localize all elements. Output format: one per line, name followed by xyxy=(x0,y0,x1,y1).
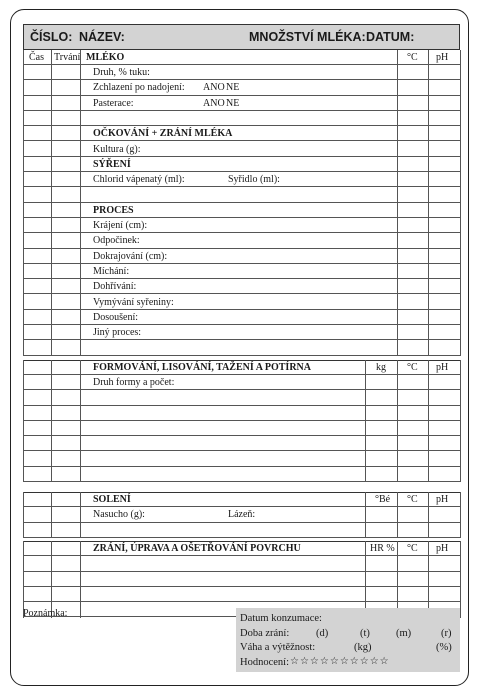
proces-item-label: Dokrajování (cm): xyxy=(93,250,168,262)
proces-item-label: Jiný proces: xyxy=(93,327,142,339)
cislo-label: ČÍSLO: xyxy=(30,30,73,44)
kultura-label: Kultura (g): xyxy=(93,143,141,155)
column-divider xyxy=(397,50,398,356)
proces-item-label: Dosoušení: xyxy=(93,311,138,323)
table-row xyxy=(23,375,460,390)
table-left-border xyxy=(23,360,24,482)
druh-tuku-label: Druh, % tuku: xyxy=(93,67,150,78)
table-row xyxy=(23,96,460,111)
zchlazeni-label: Zchlazení po nadojení: xyxy=(93,82,185,94)
ockovani-header-row xyxy=(23,126,460,141)
table-left-border xyxy=(23,50,24,356)
table-row xyxy=(23,467,460,482)
column-divider xyxy=(51,360,52,482)
proces-row xyxy=(23,264,460,279)
proces-title: PROCES xyxy=(93,204,134,216)
col-deg-label-2: °C xyxy=(407,361,418,373)
datum-konzumace-label: Datum konzumace: xyxy=(240,613,322,624)
vaha-label: Váha a výtěžnost: xyxy=(240,642,316,653)
column-divider xyxy=(51,50,52,356)
ockovani-title: OČKOVÁNÍ + ZRÁNÍ MLÉKA xyxy=(93,128,233,140)
nasucho-label: Nasucho (g): xyxy=(93,509,145,521)
zchlazeni-ano: ANO xyxy=(203,82,225,94)
druh-formy-label: Druh formy a počet: xyxy=(93,377,175,388)
zchlazeni-ne: NE xyxy=(226,82,240,94)
pasterace-ne: NE xyxy=(226,97,240,109)
table-right-border xyxy=(460,50,461,356)
sireni-header-row xyxy=(23,157,460,172)
column-divider xyxy=(397,360,398,482)
proces-item-label: Míchání: xyxy=(93,265,130,277)
table-right-border xyxy=(460,492,461,538)
column-divider xyxy=(80,50,81,356)
column-divider xyxy=(428,541,429,618)
column-divider xyxy=(80,360,81,482)
col-deg-label-4: °C xyxy=(407,543,418,554)
table-row xyxy=(23,523,460,538)
column-divider xyxy=(397,541,398,618)
unit-years: (r) xyxy=(441,628,452,639)
nazev-label: NÁZEV: xyxy=(79,30,125,44)
proces-row xyxy=(23,310,460,325)
table-row xyxy=(23,111,460,126)
col-ph-label-2: pH xyxy=(436,361,449,373)
col-ph-label-4: pH xyxy=(436,543,449,554)
table-row xyxy=(23,452,460,467)
proces-row xyxy=(23,279,460,294)
form-header xyxy=(23,24,460,50)
mnozstvi-mleka-label: MNOŽSTVÍ MLÉKA: xyxy=(249,30,366,44)
table-row xyxy=(23,421,460,436)
column-divider xyxy=(428,492,429,538)
column-divider xyxy=(365,360,366,482)
unit-days: (d) xyxy=(316,628,329,639)
col-be-label: °Bé xyxy=(375,494,391,506)
table-row xyxy=(23,587,460,602)
table-left-border xyxy=(23,492,24,538)
milk-title: MLÉKO xyxy=(86,52,125,63)
table-right-border xyxy=(460,360,461,482)
formovani-title: FORMOVÁNÍ, LISOVÁNÍ, TAŽENÍ A POTÍRNA xyxy=(93,361,311,373)
hodnoceni-label: Hodnocení: xyxy=(240,657,289,668)
zrani-title: ZRÁNÍ, ÚPRAVA A OŠETŘOVÁNÍ POVRCHU xyxy=(93,543,301,554)
chlorid-label: Chlorid vápenatý (ml): xyxy=(93,174,185,186)
unit-weeks: (t) xyxy=(360,628,370,639)
table-row xyxy=(23,390,460,405)
table-row xyxy=(23,65,460,80)
col-deg-label-3: °C xyxy=(407,494,418,506)
table-row xyxy=(23,80,460,95)
table-row xyxy=(23,436,460,451)
column-divider xyxy=(80,541,81,618)
proces-item-label: Dohřívání: xyxy=(93,281,137,293)
proces-row xyxy=(23,233,460,248)
unit-kg: (kg) xyxy=(354,642,372,653)
column-divider xyxy=(428,50,429,356)
table-row xyxy=(23,142,460,157)
table-row xyxy=(23,556,460,571)
col-ph-label-3: pH xyxy=(436,494,449,506)
column-divider xyxy=(397,492,398,538)
lazen-label: Lázeň: xyxy=(228,509,256,521)
table-row xyxy=(23,187,460,202)
column-divider xyxy=(80,492,81,538)
proces-item-label: Odpočinek: xyxy=(93,235,140,247)
table-right-border xyxy=(460,541,461,618)
table-row xyxy=(23,340,460,355)
column-divider xyxy=(365,541,366,618)
proces-header-row xyxy=(23,203,460,218)
soleni-header-row xyxy=(23,492,460,507)
table-left-border xyxy=(23,541,24,618)
col-deg-label: °C xyxy=(407,52,418,63)
proces-row xyxy=(23,325,460,340)
soleni-title: SOLENÍ xyxy=(93,494,131,506)
datum-label: DATUM: xyxy=(366,30,415,44)
pasterace-label: Pasterace: xyxy=(93,97,134,109)
column-divider xyxy=(365,492,366,538)
poznamka-label: Poznámka: xyxy=(23,608,68,619)
col-kg-label: kg xyxy=(376,361,386,373)
proces-item-label: Vymývání syřeniny: xyxy=(93,296,174,308)
column-divider xyxy=(428,360,429,482)
proces-row xyxy=(23,295,460,310)
doba-zrani-label: Doba zrání: xyxy=(240,628,290,639)
col-trvani-label: Trvání xyxy=(54,52,81,63)
proces-row xyxy=(23,249,460,264)
proces-row xyxy=(23,218,460,233)
summary-box xyxy=(236,608,460,672)
table-row xyxy=(23,572,460,587)
column-divider xyxy=(51,541,52,618)
col-cas-label: Čas xyxy=(29,52,44,63)
col-ph-label: pH xyxy=(436,52,449,63)
table-row xyxy=(23,406,460,421)
unit-months: (m) xyxy=(396,628,412,639)
unit-percent: (%) xyxy=(436,642,452,653)
sireni-title: SÝŘENÍ xyxy=(93,158,131,170)
pasterace-ano: ANO xyxy=(203,97,225,109)
rating-stars[interactable]: ☆☆☆☆☆☆☆☆☆☆ xyxy=(290,656,390,667)
syridlo-label: Syřidlo (ml): xyxy=(228,174,280,186)
proces-item-label: Krájení (cm): xyxy=(93,220,148,231)
col-hr-label: HR % xyxy=(370,543,395,554)
column-divider xyxy=(51,492,52,538)
